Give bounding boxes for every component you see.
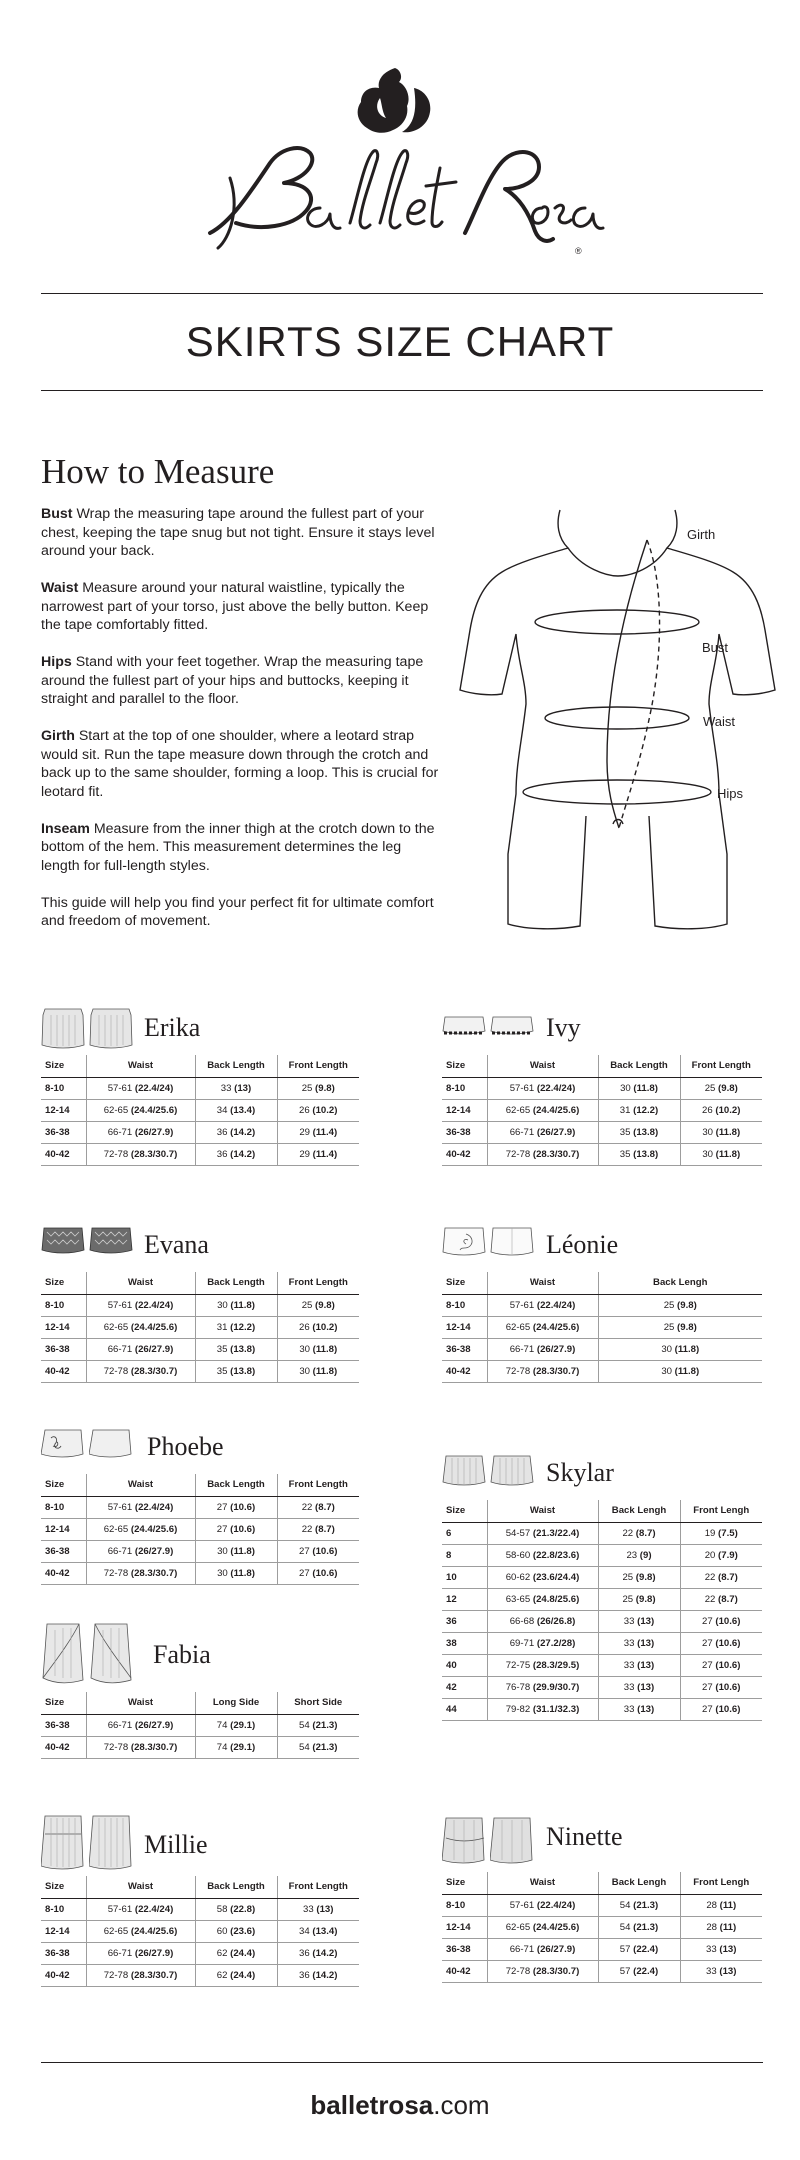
top-rule-2: [41, 390, 763, 391]
table-row: 36-38 66-71 (26/27.9) 62 (24.4) 36 (14.2): [41, 1942, 359, 1964]
ninette-skirt-thumbnails: [442, 1812, 534, 1868]
table-row: 40 72-75 (28.3/29.5) 33 (13) 27 (10.6): [442, 1654, 762, 1676]
table-row: 12 63-65 (24.8/25.6) 25 (9.8) 22 (8.7): [442, 1588, 762, 1610]
skirt-back-icon: [490, 1448, 534, 1494]
table-row: 12-14 62-65 (24.4/25.6) 31 (12.2) 26 (10.2): [442, 1099, 762, 1121]
chart-evana: [41, 1220, 359, 1383]
table-row: 44 79-82 (31.1/32.3) 33 (13) 27 (10.6): [442, 1698, 762, 1720]
chart-ninette: [442, 1812, 762, 1983]
table-row: 40-42 72-78 (28.3/30.7) 35 (13.8) 30 (11.8): [442, 1143, 762, 1165]
table-row: 40-42 72-78 (28.3/30.7) 36 (14.2) 29 (11.4): [41, 1143, 359, 1165]
skirt-front-icon: [41, 1220, 85, 1266]
table-row: 8-10 57-61 (22.4/24) 58 (22.8) 33 (13): [41, 1898, 359, 1920]
fabia-size-table: Size Waist Long Side Short Side 36-38 66-71 (26/27.9) 74 (29.1) 54 (21.3) 40-42 72-78 (28.3/30.7) 74 (29.1) 54 (21.3): [41, 1692, 359, 1759]
table-row: 36-38 66-71 (26/27.9) 36 (14.2) 29 (11.4): [41, 1121, 359, 1143]
table-row: 12-14 62-65 (24.4/25.6) 60 (23.6) 34 (13.4): [41, 1920, 359, 1942]
measure-closing: This guide will help you find your perfect fit for ultimate comfort and freedom of movement.: [41, 894, 434, 929]
measure-girth: Girth Start at the top of one shoulder, where a leotard strap would sit. Run the tape measure down through the crotch and back up to the same shoulder, forming a loop. This is crucial for leotard fit.: [41, 728, 439, 800]
chart-ivy: [442, 1003, 762, 1166]
skirt-back-icon: [490, 1812, 534, 1868]
fabia-name: Fabia: [153, 1640, 211, 1669]
rose-icon: [358, 68, 431, 133]
measure-waist: Waist Measure around your natural waistline, typically the narrowest part of your torso, just above the belly button. Keep the tape comfortably fitted.: [41, 580, 429, 633]
table-row: 12-14 62-65 (24.4/25.6) 27 (10.6) 22 (8.7): [41, 1518, 359, 1540]
skirt-front-icon: [442, 1448, 486, 1494]
page-title: SKIRTS SIZE CHART: [185, 318, 615, 365]
phoebe-skirt-thumbnails: [41, 1422, 133, 1468]
skirt-front-icon: [442, 1812, 486, 1868]
ballet-rosa-logo: [190, 58, 610, 258]
table-row: 36-38 66-71 (26/27.9) 30 (11.8) 27 (10.6): [41, 1540, 359, 1562]
ninette-name: Ninette: [546, 1822, 623, 1851]
skirt-back-icon: [89, 1003, 133, 1049]
skylar-size-table: Size Waist Back Lengh Front Lengh 6 54-57 (21.3/22.4) 22 (8.7) 19 (7.5) 8 58-60 (22.8/23.6) 23 (9) 20 (7.9) 10 60-62 (23.6/24.4) 25 (9.8) 22 (8.7) 12 63-65 (24.8/25.6) 25 (9.8) 22 (8.7) 36 66-68 (26/26.8) 33 (13) 27 (10.6) 38 69-71 (27.2/28) 33 (13) 27 (10.6) 40 72-75 (28.3/29.5) 33 (13) 27 (10.6) 42 76-78 (29.9/30.7) 33 (13) 27 (10.6) 44 79-82 (31.1/32.3) 33 (13) 27 (10.6): [442, 1500, 762, 1721]
table-row: 36-38 66-71 (26/27.9) 35 (13.8) 30 (11.8): [41, 1338, 359, 1360]
how-to-measure-title: How to Measure: [41, 452, 275, 491]
table-row: 40-42 72-78 (28.3/30.7) 62 (24.4) 36 (14.2): [41, 1964, 359, 1986]
skirt-back-icon: [490, 1220, 534, 1266]
chart-leonie: [442, 1220, 762, 1383]
phoebe-size-table: Size Waist Back Length Front Length 8-10 57-61 (22.4/24) 27 (10.6) 22 (8.7) 12-14 62-65 (24.4/25.6) 27 (10.6) 22 (8.7) 36-38 66-71 (26/27.9) 30 (11.8) 27 (10.6) 40-42 72-78 (28.3/30.7) 30 (11.8) 27 (10.6): [41, 1474, 359, 1585]
table-row: 36-38 66-71 (26/27.9) 57 (22.4) 33 (13): [442, 1938, 762, 1960]
girth-label: Girth: [687, 527, 716, 542]
waist-line: [545, 707, 689, 729]
table-row: 42 76-78 (29.9/30.7) 33 (13) 27 (10.6): [442, 1676, 762, 1698]
skirt-back-icon: [89, 1620, 133, 1686]
table-row: 36 66-68 (26/26.8) 33 (13) 27 (10.6): [442, 1610, 762, 1632]
skirt-front-icon: [442, 1003, 486, 1049]
measure-inseam: Inseam Measure from the inner thigh at the crotch down to the bottom of the hem. This measurement determines the leg length for full-length styles.: [41, 820, 435, 874]
table-row: 36-38 66-71 (26/27.9) 35 (13.8) 30 (11.8): [442, 1121, 762, 1143]
footer-rule: [41, 2062, 763, 2063]
table-row: 8 58-60 (22.8/23.6) 23 (9) 20 (7.9): [442, 1544, 762, 1566]
skirt-front-icon: [442, 1220, 486, 1266]
erika-skirt-thumbnails: [41, 1003, 133, 1049]
hips-line: [523, 780, 711, 804]
table-row: 8-10 57-61 (22.4/24) 54 (21.3) 28 (11): [442, 1894, 762, 1916]
phoebe-name: Phoebe: [147, 1432, 224, 1461]
chart-skylar: [442, 1448, 762, 1721]
skirt-front-icon: [41, 1422, 85, 1468]
bust-line: [535, 610, 699, 634]
leonie-size-table: Size Waist Back Lengh 8-10 57-61 (22.4/24) 25 (9.8) 12-14 62-65 (24.4/25.6) 25 (9.8) 36-38 66-71 (26/27.9) 30 (11.8) 40-42 72-78 (28.3/30.7) 30 (11.8): [442, 1272, 762, 1383]
table-row: 40-42 72-78 (28.3/30.7) 35 (13.8) 30 (11.8): [41, 1360, 359, 1382]
skylar-name: Skylar: [546, 1458, 614, 1487]
table-row: 40-42 72-78 (28.3/30.7) 74 (29.1) 54 (21.3): [41, 1736, 359, 1758]
top-rule-1: [41, 293, 763, 294]
leonie-name: Léonie: [546, 1230, 619, 1259]
table-row: 40-42 72-78 (28.3/30.7) 30 (11.8) 27 (10.6): [41, 1562, 359, 1584]
skirt-front-icon: [41, 1812, 85, 1872]
table-row: 8-10 57-61 (22.4/24) 25 (9.8): [442, 1294, 762, 1316]
svg-text:®: ®: [575, 246, 582, 256]
measure-hips: Hips Stand with your feet together. Wrap the measuring tape around the fullest part of your hips and buttocks, keeping it straight and parallel to the floor.: [41, 654, 424, 707]
chart-phoebe: [41, 1422, 359, 1585]
table-row: 12-14 62-65 (24.4/25.6) 54 (21.3) 28 (11): [442, 1916, 762, 1938]
table-row: 40-42 72-78 (28.3/30.7) 57 (22.4) 33 (13): [442, 1960, 762, 1982]
waist-label: Waist: [703, 714, 736, 729]
table-row: 12-14 62-65 (24.4/25.6) 25 (9.8): [442, 1316, 762, 1338]
erika-size-table: Size Waist Back Length Front Length 8-10 57-61 (22.4/24) 33 (13) 25 (9.8) 12-14 62-65 (24.4/25.6) 34 (13.4) 26 (10.2) 36-38 66-71 (26/27.9) 36 (14.2) 29 (11.4) 40-42 72-78 (28.3/30.7) 36 (14.2) 29 (11.4): [41, 1055, 359, 1166]
girth-line-front: [607, 540, 647, 828]
evana-size-table: Size Waist Back Length Front Length 8-10 57-61 (22.4/24) 30 (11.8) 25 (9.8) 12-14 62-65 (24.4/25.6) 31 (12.2) 26 (10.2) 36-38 66-71 (26/27.9) 35 (13.8) 30 (11.8) 40-42 72-78 (28.3/30.7) 35 (13.8) 30 (11.8): [41, 1272, 359, 1383]
skylar-skirt-thumbnails: [442, 1448, 534, 1494]
millie-skirt-thumbnails: [41, 1812, 133, 1872]
millie-size-table: Size Waist Back Length Front Length 8-10 57-61 (22.4/24) 58 (22.8) 33 (13) 12-14 62-65 (24.4/25.6) 60 (23.6) 34 (13.4) 36-38 66-71 (26/27.9) 62 (24.4) 36 (14.2) 40-42 72-78 (28.3/30.7) 62 (24.4) 36 (14.2): [41, 1876, 359, 1987]
leonie-skirt-thumbnails: [442, 1220, 534, 1266]
skirt-front-icon: [41, 1003, 85, 1049]
skirt-back-icon: [490, 1003, 534, 1049]
skirt-back-icon: [89, 1422, 133, 1468]
table-row: 6 54-57 (21.3/22.4) 22 (8.7) 19 (7.5): [442, 1522, 762, 1544]
chart-millie: [41, 1812, 359, 1987]
ivy-size-table: Size Waist Back Length Front Length 8-10 57-61 (22.4/24) 30 (11.8) 25 (9.8) 12-14 62-65 (24.4/25.6) 31 (12.2) 26 (10.2) 36-38 66-71 (26/27.9) 35 (13.8) 30 (11.8) 40-42 72-78 (28.3/30.7) 35 (13.8) 30 (11.8): [442, 1055, 762, 1166]
skirt-back-icon: [89, 1812, 133, 1872]
ninette-size-table: Size Waist Back Lengh Front Lengh 8-10 57-61 (22.4/24) 54 (21.3) 28 (11) 12-14 62-65 (24.4/25.6) 54 (21.3) 28 (11) 36-38 66-71 (26/27.9) 57 (22.4) 33 (13) 40-42 72-78 (28.3/30.7) 57 (22.4) 33 (13): [442, 1872, 762, 1983]
table-row: 8-10 57-61 (22.4/24) 30 (11.8) 25 (9.8): [442, 1077, 762, 1099]
table-row: 10 60-62 (23.6/24.4) 25 (9.8) 22 (8.7): [442, 1566, 762, 1588]
brand-logo: [190, 58, 610, 258]
table-row: 36-38 66-71 (26/27.9) 74 (29.1) 54 (21.3): [41, 1714, 359, 1736]
bust-label: Bust: [702, 640, 729, 655]
measure-instructions: [41, 505, 441, 949]
table-row: 8-10 57-61 (22.4/24) 33 (13) 25 (9.8): [41, 1077, 359, 1099]
girth-line: [619, 540, 660, 828]
skirt-front-icon: [41, 1620, 85, 1686]
fabia-skirt-thumbnails: [41, 1620, 133, 1686]
evana-name: Evana: [144, 1230, 209, 1259]
table-row: 8-10 57-61 (22.4/24) 27 (10.6) 22 (8.7): [41, 1496, 359, 1518]
table-row: 40-42 72-78 (28.3/30.7) 30 (11.8): [442, 1360, 762, 1382]
measure-bust: Bust Wrap the measuring tape around the fullest part of your chest, keeping the tape snug but not tight. Ensure it stays level around your back.: [41, 506, 435, 559]
table-row: 12-14 62-65 (24.4/25.6) 31 (12.2) 26 (10.2): [41, 1316, 359, 1338]
table-row: 8-10 57-61 (22.4/24) 30 (11.8) 25 (9.8): [41, 1294, 359, 1316]
ivy-skirt-thumbnails: [442, 1003, 534, 1049]
ivy-name: Ivy: [546, 1013, 581, 1042]
table-row: 12-14 62-65 (24.4/25.6) 34 (13.4) 26 (10.2): [41, 1099, 359, 1121]
table-row: 36-38 66-71 (26/27.9) 30 (11.8): [442, 1338, 762, 1360]
table-row: 38 69-71 (27.2/28) 33 (13) 27 (10.6): [442, 1632, 762, 1654]
skirt-back-icon: [89, 1220, 133, 1266]
footer-website-link[interactable]: balletrosa.com: [310, 2090, 490, 2120]
chart-fabia: [41, 1620, 359, 1759]
hips-label: Hips: [717, 786, 744, 801]
erika-name: Erika: [144, 1013, 201, 1042]
chart-erika: [41, 1003, 359, 1166]
millie-name: Millie: [144, 1830, 208, 1859]
evana-skirt-thumbnails: [41, 1220, 133, 1266]
body-measurement-figure: [455, 500, 785, 940]
